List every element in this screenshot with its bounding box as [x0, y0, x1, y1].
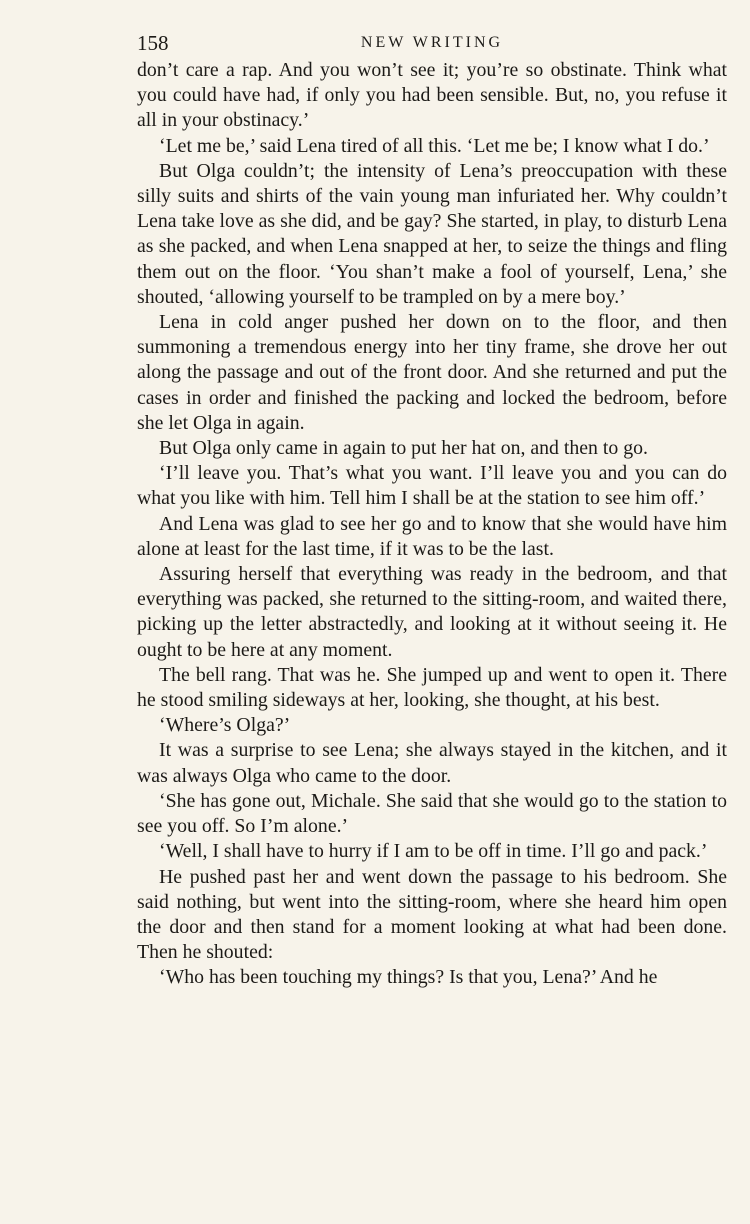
paragraph: But Olga couldn’t; the intensity of Lena’s preoccupation with these silly suits and shirts of the vain young man infuriated her. Why couldn’t Lena take love as she did, and be gay? She started, in play, to disturb Lena as she packed, and when Lena snapped at her, to seize the things and fling them out on the floor. ‘You shan’t make a fool of yourself, Lena,’ she shouted, ‘allowing yourself to be trampled on by a mere boy.’	[137, 159, 727, 308]
paragraph: ‘She has gone out, Michale. She said that she would go to the station to see you off. So I’m alone.’	[137, 789, 727, 838]
running-head: NEW WRITING	[360, 34, 504, 51]
paragraph: ‘Let me be,’ said Lena tired of all this. ‘Let me be; I know what I do.’	[159, 134, 710, 157]
paragraph: It was a surprise to see Lena; she always stayed in the kitchen, and it was always Olga who came to the door.	[137, 739, 727, 787]
paragraph: The bell rang. That was he. She jumped up and went to open it. There he stood smiling sideways at her, looking, she thought, at his best.	[137, 663, 727, 712]
paragraph: Lena in cold anger pushed her down on to the floor, and then summoning a tremendous energy into her tiny frame, she drove her out along the passage and out of the front door. And she returned and put the cases in order and finished the packing and locked the bedroom, before she let Olga in again.	[137, 311, 727, 434]
paragraph: He pushed past her and went down the passage to his bedroom. She said nothing, but went into the sitting-room, where she heard him open the door and then stand for a moment looking at what had been done. Then he shouted:	[137, 865, 727, 964]
paragraph: But Olga only came in again to put her hat on, and then to go.	[159, 437, 648, 460]
paragraph: ‘Where’s Olga?’	[159, 714, 291, 737]
paragraph: And Lena was glad to see her go and to know that she would have him alone at least for the last time, if it was to be the last.	[137, 512, 727, 560]
paragraph: ‘Well, I shall have to hurry if I am to be off in time. I’ll go and pack.’	[159, 840, 708, 863]
paragraph: ‘Who has been touching my things? Is that you, Lena?’ And he	[159, 966, 658, 989]
page-header	[137, 28, 727, 58]
body-text	[137, 58, 727, 991]
page-number: 158	[137, 31, 169, 55]
paragraph: don’t care a rap. And you won’t see it; you’re so obstinate. Think what you could have had, if only you had been sensible. But, no, you refuse it all in your obstinacy.’	[137, 59, 727, 132]
paragraph: Assuring herself that everything was ready in the bedroom, and that everything was packed, she returned to the sitting-room, and waited there, picking up the letter abstractedly, and looking at it without seeing it. He ought to be here at any moment.	[137, 563, 727, 661]
paragraph: ‘I’ll leave you. That’s what you want. I’ll leave you and you can do what you like with him. Tell him I shall be at the station to see him off.’	[137, 462, 727, 510]
